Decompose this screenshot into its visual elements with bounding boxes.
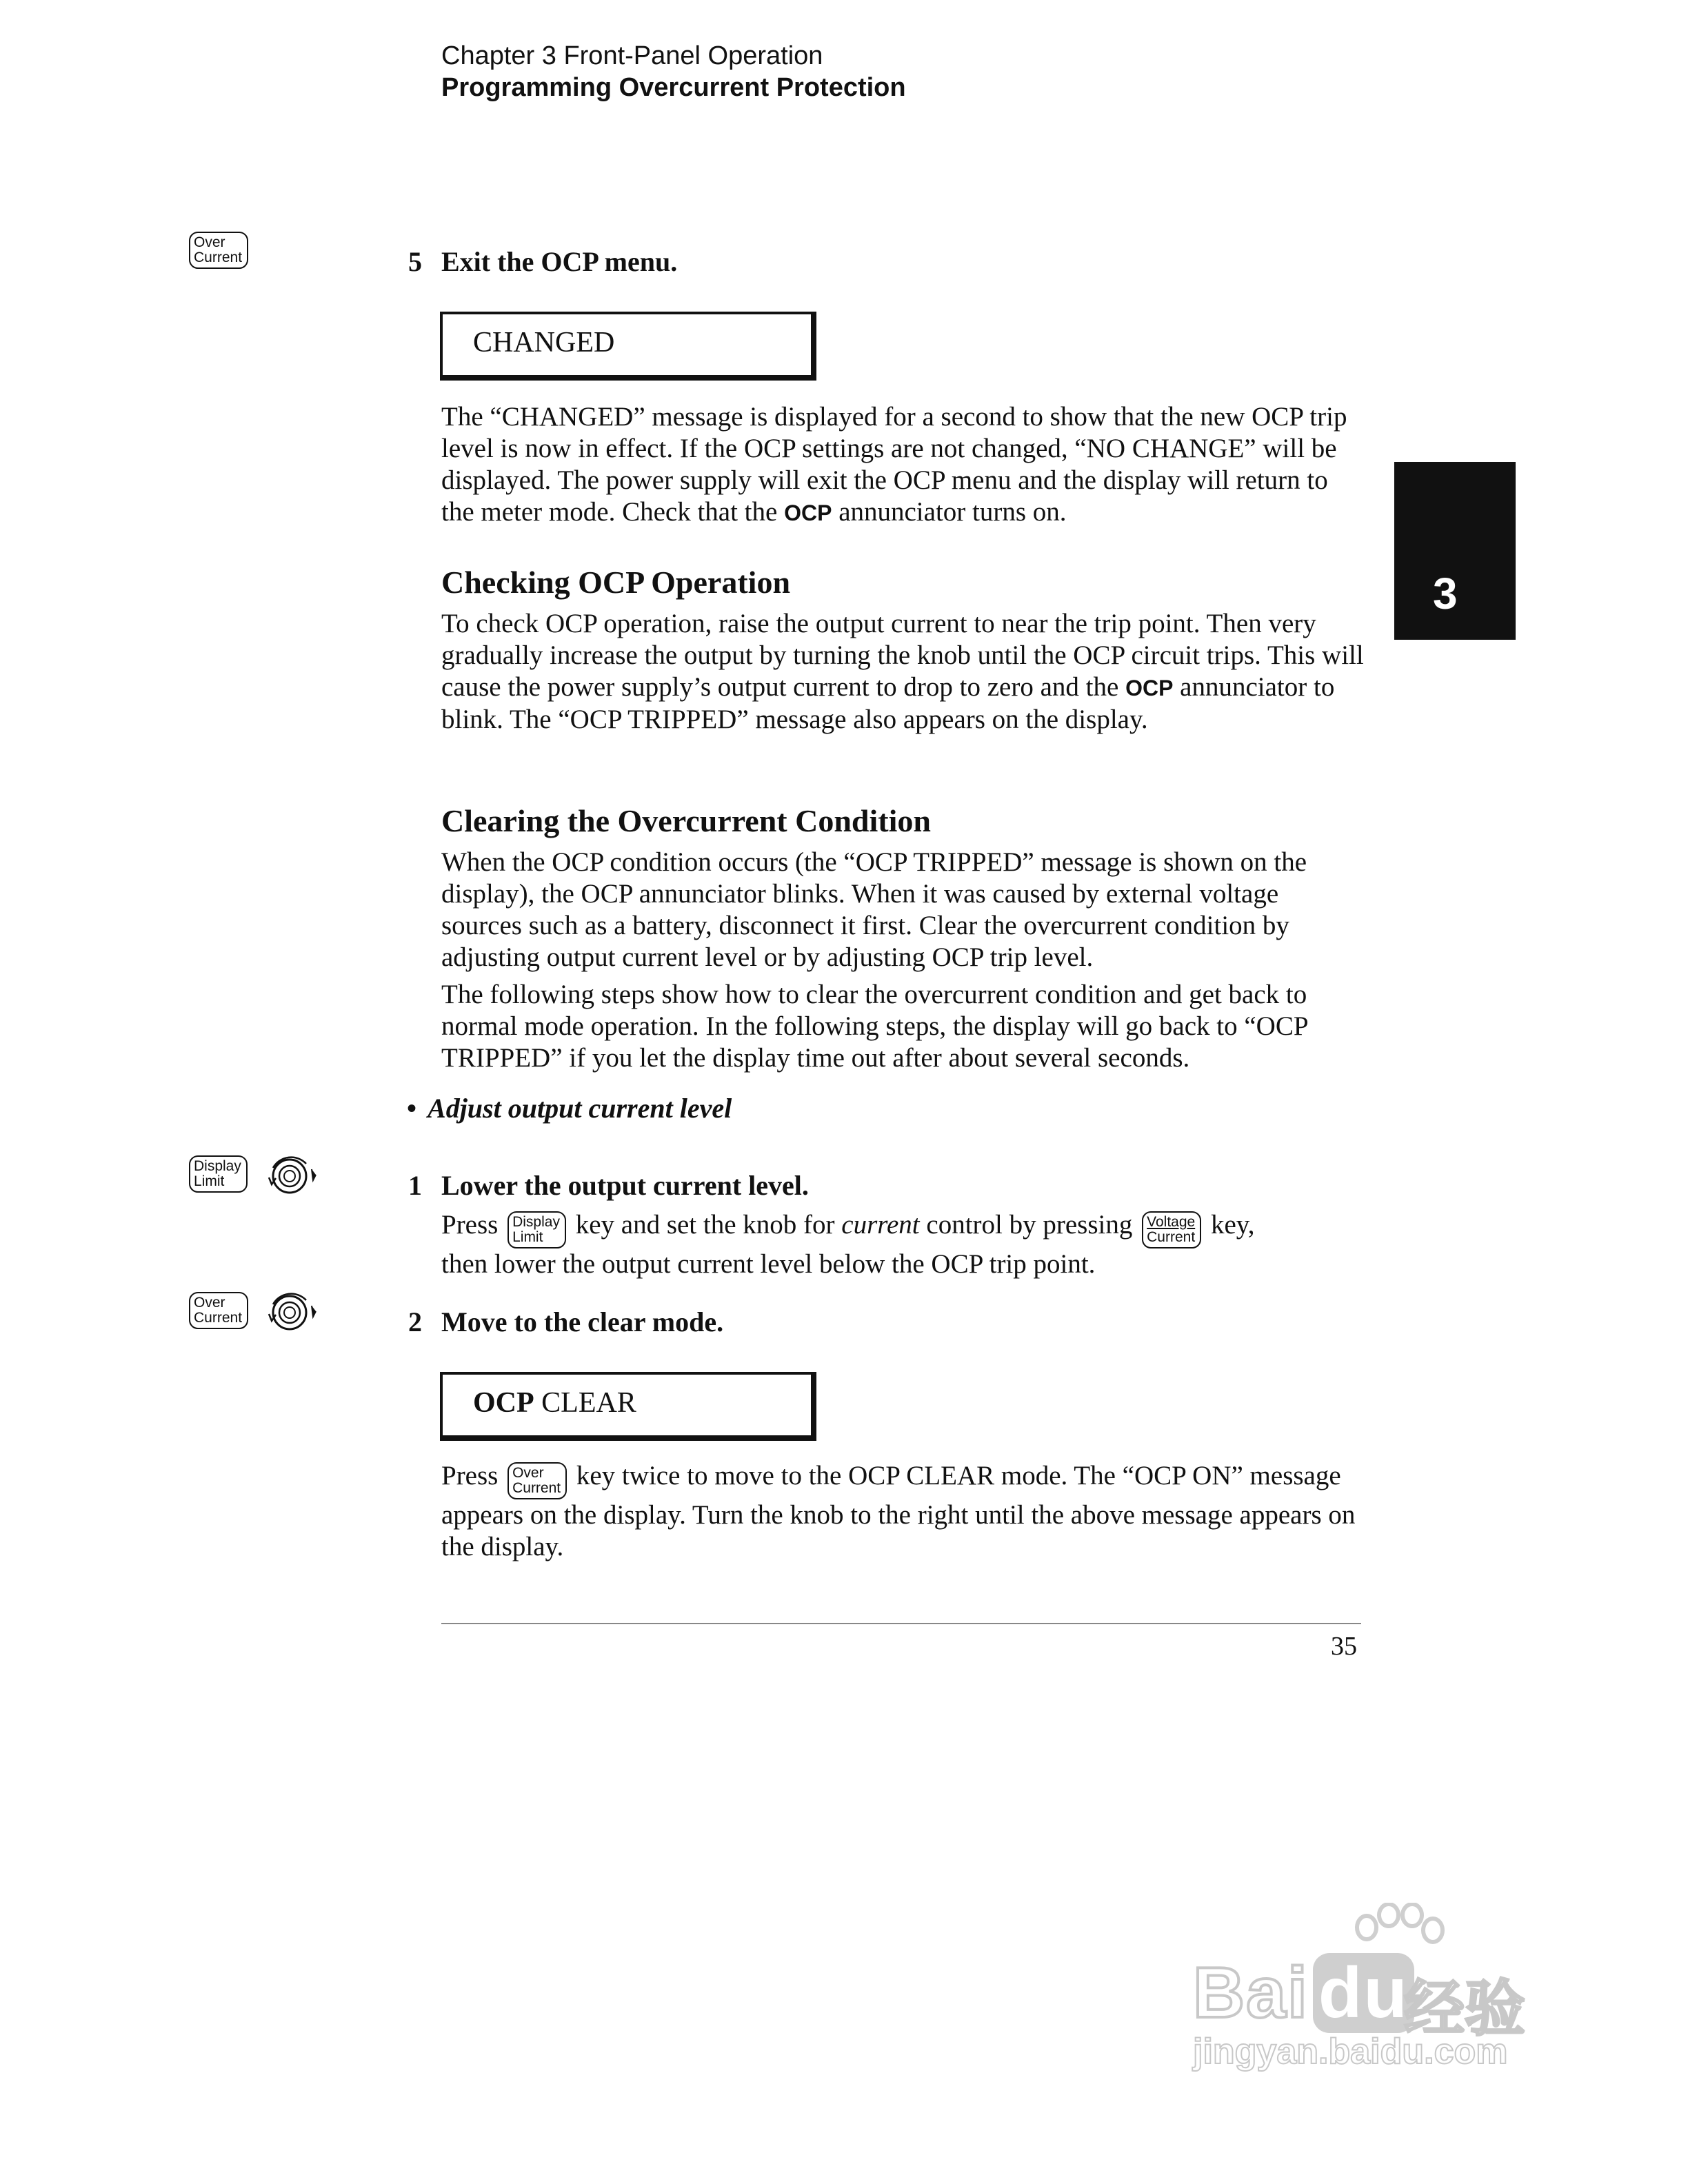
step-2-title: 2 Move to the clear mode. bbox=[408, 1306, 724, 1337]
footer-rule bbox=[441, 1623, 1361, 1624]
checking-paragraph: To check OCP operation, raise the output current to near the trip point. Then very gradually increase the output by turning the knob until the OCP circuit trips. This will cause the power supply’s output current to drop to zero and the OCP annunciator to blink. The “OCP TRIPPED” message also appears on the display. bbox=[441, 609, 1364, 734]
display-limit-key-icon: Display Limit bbox=[508, 1211, 566, 1248]
running-header-chapter: Chapter 3 Front-Panel Operation bbox=[441, 41, 823, 70]
page-number: 35 bbox=[1331, 1632, 1357, 1661]
clearing-paragraph-1: When the OCP condition occurs (the “OCP TRIPPED” message is shown on the display), the OCP annunciator blinks. When it was caused by external voltage sources such as a battery, disconnect it first. Clear the overcurrent condition by adjusting output current level or by adjusting OCP trip level. bbox=[441, 847, 1307, 972]
over-current-key-icon: Over Current bbox=[189, 1292, 248, 1329]
baidu-watermark: Bai du 经验 jingyan.baidu.com bbox=[1186, 1903, 1572, 2054]
step-number: 2 bbox=[408, 1306, 422, 1337]
clearing-paragraph-2: The following steps show how to clear the overcurrent condition and get back to normal mode operation. In the following steps, the display will go back to “OCP TRIPPED” if you let the display time out after about several seconds. bbox=[441, 980, 1308, 1073]
heading-clearing-overcurrent: Clearing the Overcurrent Condition bbox=[441, 803, 931, 838]
step-1-title: 1 Lower the output current level. bbox=[408, 1170, 809, 1201]
step-number: 1 bbox=[408, 1170, 422, 1201]
step-5-title: 5 Exit the OCP menu. bbox=[408, 246, 678, 277]
step-1-paragraph: Press Display Limit key and set the knob for current control by pressing Voltage Current key, then lower the output current level below the OCP trip point. bbox=[441, 1210, 1255, 1279]
step-5-paragraph: The “CHANGED” message is displayed for a second to show that the new OCP trip level is now in effect. If the OCP settings are not changed, “NO CHANGE” will be displayed. The power supply will exit the OCP menu and the display will return to the meter mode. Check that the OCP annunciator turns on. bbox=[441, 402, 1347, 527]
bullet-mark: • bbox=[407, 1093, 417, 1124]
heading-checking-ocp: Checking OCP Operation bbox=[441, 565, 791, 600]
over-current-key-icon: Over Current bbox=[508, 1462, 567, 1499]
chapter-tab-number: 3 bbox=[1433, 569, 1458, 618]
display-limit-key-icon: Display Limit bbox=[189, 1155, 248, 1193]
step-2-paragraph: Press Over Current key twice to move to the OCP CLEAR mode. The “OCP ON” message appears on the display. Turn the knob to the right until the above message appears on the display. bbox=[441, 1461, 1356, 1561]
lcd-display-changed: CHANGED bbox=[440, 312, 816, 381]
lcd-display-ocp-clear: OCP CLEAR bbox=[440, 1372, 816, 1441]
bullet-item: • Adjust output current level bbox=[407, 1093, 732, 1124]
knob-icon bbox=[263, 1286, 319, 1336]
watermark-cn: 经验 bbox=[1404, 1974, 1526, 2043]
knob-icon bbox=[263, 1150, 319, 1200]
chapter-tab bbox=[1394, 462, 1516, 640]
running-header-section: Programming Overcurrent Protection bbox=[441, 73, 906, 102]
over-current-key-icon: Over Current bbox=[189, 232, 248, 269]
step-number: 5 bbox=[408, 246, 422, 277]
ocp-annunciator-label: OCP bbox=[1125, 676, 1174, 700]
watermark-url: jingyan.baidu.com bbox=[1193, 2032, 1508, 2072]
paw-icon bbox=[1345, 1903, 1448, 1958]
voltage-current-key-icon: Voltage Current bbox=[1142, 1211, 1201, 1248]
ocp-annunciator-label: OCP bbox=[784, 501, 832, 525]
